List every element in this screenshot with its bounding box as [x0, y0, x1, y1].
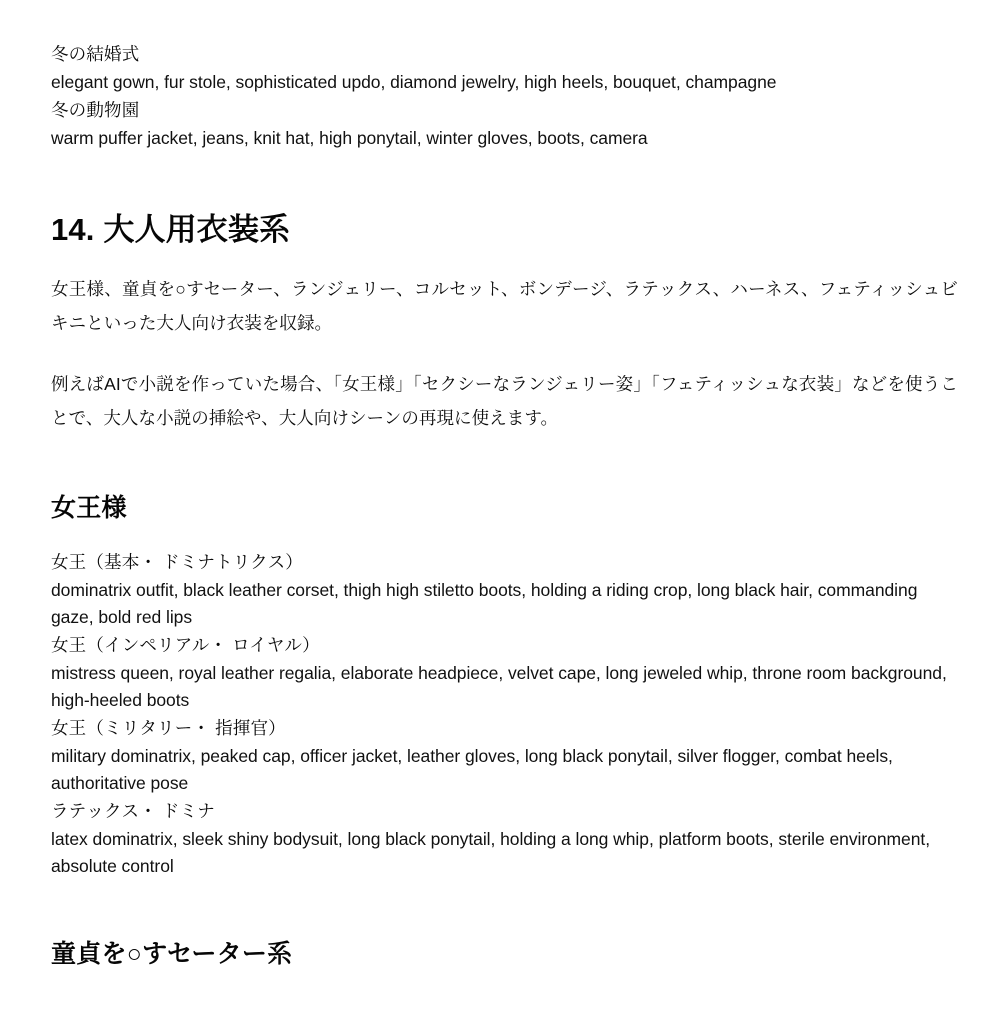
preset-entry-label: 冬の動物園 — [51, 100, 140, 120]
spacer — [51, 340, 958, 367]
document-body — [51, 40, 958, 971]
subsection-heading: 女王様 — [51, 494, 127, 522]
preset-entry-label: 女王（ミリタリー・ 指揮官） — [51, 718, 286, 738]
preset-entry-keywords: latex dominatrix, sleek shiny bodysuit, long black ponytail, holding a long whip, platform boots, sterile environment, absolute control — [51, 829, 931, 876]
section-paragraph: 例えばAIで小説を作っていた場合、「女王様」「セクシーなランジェリー姿」「フェティッシュな衣装」などを使うことで、大人な小説の挿絵や、大人向けシーンの再現に使えます。 — [51, 374, 958, 428]
section-paragraph: 女王様、童貞を○すセーター、ランジェリー、コルセット、ボンデージ、ラテックス、ハーネス、フェティッシュビキニといった大人向け衣装を収録。 — [51, 279, 958, 333]
section-heading: 14. 大人用衣装系 — [51, 212, 291, 247]
preset-entry-keywords: military dominatrix, peaked cap, officer jacket, leather gloves, long black ponytail, silver flogger, combat heels, authoritative pose — [51, 746, 893, 793]
preset-entry — [51, 714, 958, 797]
spacer — [51, 250, 958, 272]
preset-entry-keywords: dominatrix outfit, black leather corset, thigh high stiletto boots, holding a riding crop, long black hair, commanding gaze, bold red lips — [51, 580, 918, 627]
preset-entry — [51, 631, 958, 714]
preset-entry-keywords: warm puffer jacket, jeans, knit hat, high ponytail, winter gloves, boots, camera — [51, 128, 648, 148]
preset-entry — [51, 797, 958, 880]
next-subsection-heading: 童貞を○すセーター系 — [51, 940, 293, 968]
preset-entry-label: 冬の結婚式 — [51, 44, 140, 64]
preset-entry-label: 女王（インペリアル・ ロイヤル） — [51, 635, 320, 655]
spacer — [51, 152, 958, 210]
preset-entry-keywords: mistress queen, royal leather regalia, elaborate headpiece, velvet cape, long jeweled whip, throne room background, high-heeled boots — [51, 663, 947, 710]
subsection-entry-group — [51, 548, 958, 880]
preset-entry — [51, 548, 958, 631]
spacer — [51, 880, 958, 937]
spacer — [51, 435, 958, 491]
preset-entry-label: ラテックス・ ドミナ — [51, 801, 215, 821]
spacer — [51, 525, 958, 548]
preset-entry — [51, 96, 958, 152]
top-entry-group — [51, 40, 958, 152]
preset-entry — [51, 40, 958, 96]
preset-entry-keywords: elegant gown, fur stole, sophisticated updo, diamond jewelry, high heels, bouquet, champagne — [51, 72, 777, 92]
preset-entry-label: 女王（基本・ ドミナトリクス） — [51, 552, 303, 572]
